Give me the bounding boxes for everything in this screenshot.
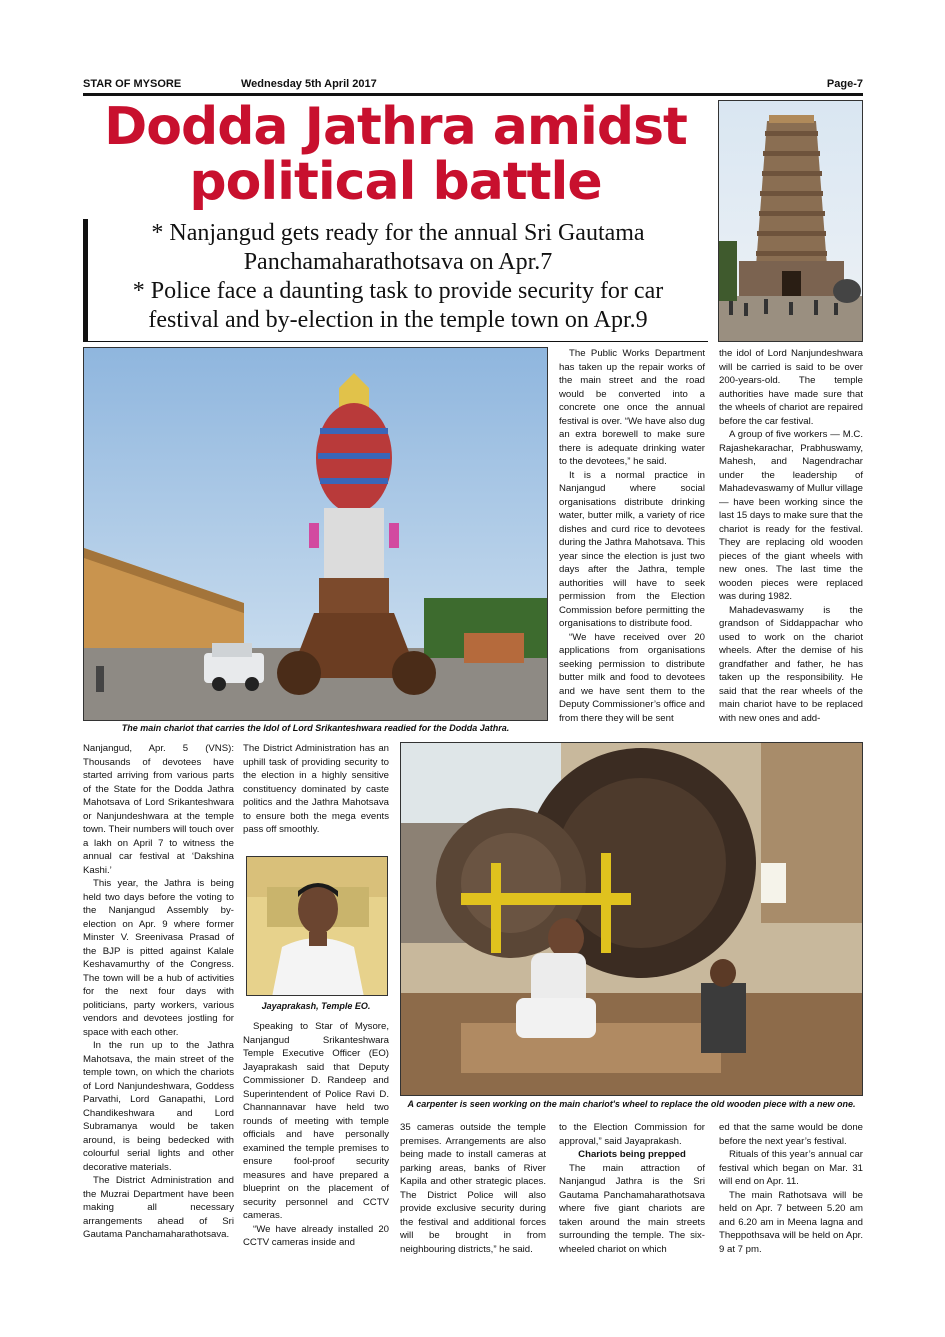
issue-date: Wednesday 5th April 2017 <box>241 78 377 90</box>
col1-para-3: In the run up to the Jathra Mahotsava, the main street of the temple town, on which the chariots of Lord Nanjundeshwara, Goddess Parvathi, Lord Ganapathi, Lord Chandikeshwara and Lord Subramanya would be taken around, is being bedecked with colourful serial lights and other decorative materials. <box>83 1040 234 1173</box>
article-column-4-bottom <box>559 1121 705 1256</box>
col1-para-2: This year, the Jathra is being held two days before the voting to the Nanjangud Assembly by-election on Apr. 9 where former Minster V. Sreenivasa Prasad of the BJP is pitted against Kalale Keshavamurthy of the Congress. The town will be a hub of activities for the next four days with politicians, party workers, various vendors and devotees jostling for space with each other. <box>83 878 234 1038</box>
temple-eo-photo <box>246 856 388 996</box>
article-column-2-top <box>243 742 389 837</box>
main-chariot-photo <box>83 347 548 721</box>
article-column-5-bottom <box>719 1121 863 1256</box>
col2-para-2: Speaking to Star of Mysore, Nanjangud Srikanteshwara Temple Executive Officer (EO) Jayaprakash said that Deputy Commissioner D. Randeep and Superintendent of Police Ravi D. Channannavar have held two rounds of meeting with temple officials and have personally examined the temple premises to ensure fool-proof security measures and have prepared a blueprint on the placement of security personnel and CCTV cameras. <box>243 1021 389 1221</box>
carpenter-caption: A carpenter is seen working on the main chariot's wheel to replace the old wooden piece with a new one. <box>407 1099 856 1109</box>
col3-para-1: The Public Works Department has taken up the repair works of the main street and the road would be converted into a concrete one once the annual festival is over. “We have also dug an extra borewell to make sure there is adequate drinking water to the devotees,” he said. <box>559 348 705 467</box>
col4-bottom-para-1: to the Election Commission for approval,” said Jayaprakash. <box>559 1122 705 1147</box>
subhead-line-1: * Nanjangud gets ready for the annual Sri Gautama <box>151 220 645 246</box>
col1-para-1: Nanjangud, Apr. 5 (VNS): Thousands of devotees have started arriving from various parts of the State for the Dodda Jathra Mahotsava of Lord Srikanteshwara or Nanjundeshwara at the temple town. Their numbers will touch over a lakh on April 7 to witness the annual car festival at ‘Dakshina Kashi.’ <box>83 743 234 876</box>
col4-para-2: A group of five workers — M.C. Rajashekarachar, Prabhuswamy, Mahesh, and Nagendrachar under the leadership of Mahadevaswamy of Mullur village — have been working since the last 15 days to make sure that the chariot is ready for the festival. They are replacing old wooden pieces of the giant wheels with new ones. The last time the wooden pieces were replaced was during 1982. <box>719 429 863 602</box>
col4-para-3: Mahadevaswamy is the grandson of Siddappachar who used to work on the chariot wheels. After the demise of his grandfather and father, he has taken up the responsibility. He said that the rear wheels of the main chariot have to be replaced with new ones and add- <box>719 604 863 724</box>
article-column-4-top <box>719 347 863 725</box>
subhead-line-3: * Police face a daunting task to provide security for car <box>132 278 664 304</box>
article-column-3-bottom <box>400 1121 546 1256</box>
paper-name: STAR OF MYSORE <box>83 78 182 90</box>
col3-bottom-para: 35 cameras outside the temple premises. Arrangements are also being made to install cameras at parking areas, banks of River Kapila and other strategic places. The District Police will also provide exclusive security during the festival and additional forces will be brought in from neighbouring districts,” he said. <box>400 1122 546 1255</box>
temple-tower-photo <box>718 100 863 342</box>
masthead <box>83 78 863 94</box>
col3-para-2: It is a normal practice in Nanjangud where social organisations distribute drinking water, butter milk, a variety of rice dishes and curd rice to devotees during the Jathra Mahotsava. This year since the election is just two days after the Jathra, temple authorities will have to seek permission from the Election Commission before permitting the organisations to distribute food. <box>559 469 705 629</box>
chariot-caption: The main chariot that carries the Idol of Lord Srikanteshwara readied for the Dodda Jathra. <box>121 723 510 733</box>
article-column-2-bottom <box>243 1020 389 1250</box>
col5-para-2: Rituals of this year’s annual car festival which began on Mar. 31 will end on Apr. 11. <box>719 1149 863 1187</box>
col1-para-4: The District Administration and the Muzrai Department have been making all necessary arrangements ahead of Sri Gautama Panchamaharathotsava. <box>83 1175 234 1240</box>
subhead-line-2: Panchamaharathotsava on Apr.7 <box>243 249 553 275</box>
page-number: Page-7 <box>826 78 863 90</box>
article-column-3-top <box>559 347 705 725</box>
subhead-line-4: festival and by-election in the temple town on Apr.9 <box>148 307 648 333</box>
section-subheading: Chariots being prepped <box>578 1149 686 1160</box>
col5-para-1: ed that the same would be done before the next year’s festival. <box>719 1122 863 1147</box>
headline-line-1: Dodda Jathra amidst <box>104 97 687 157</box>
article-column-1 <box>83 742 234 1242</box>
carpenter-wheel-photo <box>400 742 863 1096</box>
eo-caption: Jayaprakash, Temple EO. <box>261 1001 371 1011</box>
masthead-rule <box>83 93 863 96</box>
col4-bottom-para-2: The main attraction of Nanjangud Jathra is the Sri Gautama Panchamaharathotsava where five giant chariots are taken around the main streets surrounding the temple. The six-wheeled chariot on which <box>559 1162 705 1255</box>
headline <box>83 97 708 212</box>
col2-para-1: The District Administration has an uphill task of providing security to the election in a highly sensitive constituency dominated by caste politics and the Jathra Mahotsava to ensure both the mega events pass off smoothly. <box>243 743 389 835</box>
col4-para-1: the idol of Lord Nanjundeshwara will be carried is said to be over 200-years-old. The temple authorities have made sure that the wheels of chariot are repaired before the car festival. <box>719 348 863 427</box>
subheadline <box>83 219 708 342</box>
col3-para-3: “We have received over 20 applications from organisations seeking permission to distribute butter milk and food to devotees and we have sent them to the Deputy Commissioner’s office and from there they will be sent <box>559 631 705 724</box>
col2-para-3: “We have already installed 20 CCTV cameras inside and <box>243 1223 389 1248</box>
headline-line-2: political battle <box>189 152 602 212</box>
col5-para-3: The main Rathotsava will be held on Apr. 7 between 5.20 am and 6.20 am in Meena lagna and Theppothsava will be held on Apr. 9 at 7 pm. <box>719 1189 863 1255</box>
